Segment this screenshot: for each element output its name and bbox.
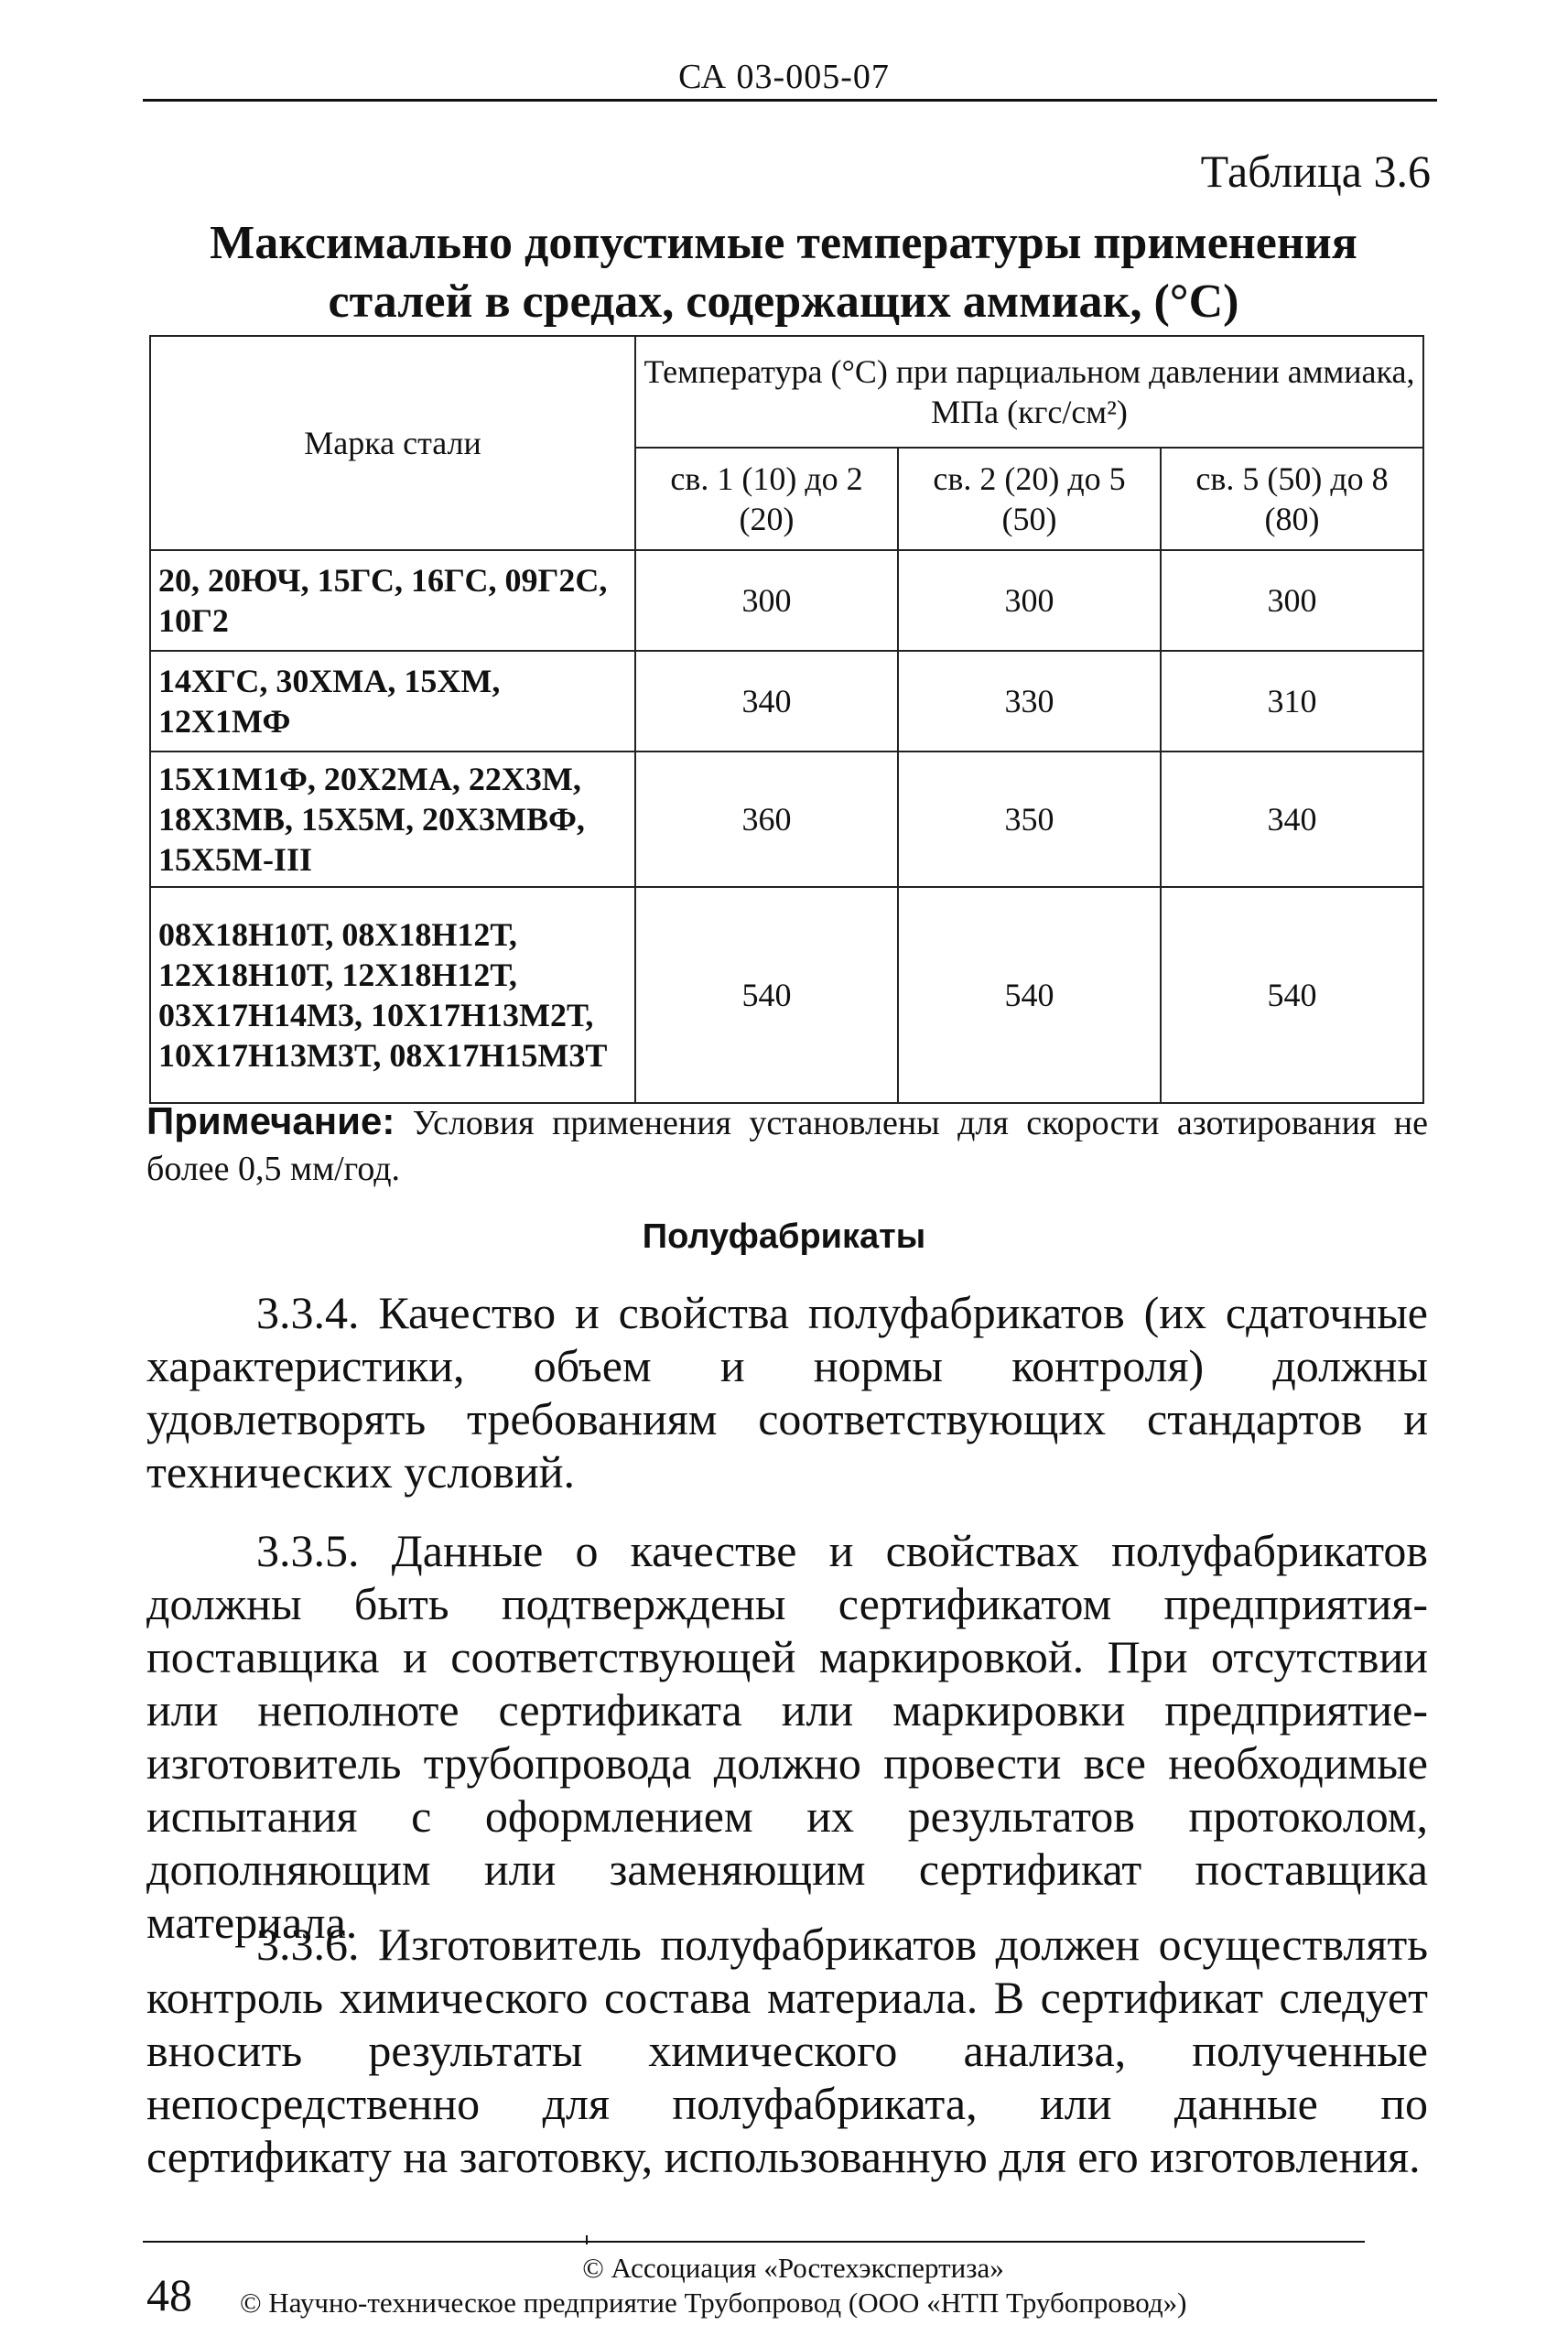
temperature-cell: 340 <box>1161 752 1423 887</box>
temperature-cell: 540 <box>1161 887 1423 1103</box>
grade-column-header: Марка стали <box>150 336 635 550</box>
table-title-line-2: сталей в средах, содержащих аммиак, (°С) <box>328 276 1239 328</box>
paragraph-3-3-5 <box>146 1524 1428 1949</box>
table-note <box>146 1098 1428 1192</box>
paragraph-text: 3.3.4. Качество и свойства полуфабрикатов (их сдаточные характеристики, объем и нормы контроля) должны удовлетворять требованиям соответствующих стандартов и технических условий. <box>146 1287 1428 1498</box>
paragraph-3-3-6 <box>146 1918 1428 2183</box>
steel-grade-cell: 14ХГС, 30ХМА, 15ХМ, 12Х1МФ <box>150 651 635 752</box>
table-label: Таблица 3.6 <box>1200 146 1431 197</box>
note-text: Условия применения установлены для скорости азотирования не более 0,5 мм/год. <box>146 1104 1428 1188</box>
temperature-cell: 310 <box>1161 651 1423 752</box>
table-title-line-1: Максимально допустимые температуры применения <box>210 217 1357 269</box>
header-rule <box>143 99 1437 102</box>
temperature-cell: 300 <box>635 550 898 651</box>
page-number: 48 <box>146 2269 192 2320</box>
copyright-association: © Ассоциация «Ростехэкспертиза» <box>582 2252 1004 2284</box>
temperature-cell: 330 <box>898 651 1161 752</box>
paragraph-3-3-4 <box>146 1286 1428 1498</box>
temperature-cell: 540 <box>635 887 898 1103</box>
temperature-cell: 300 <box>1161 550 1423 651</box>
footer-rule <box>143 2241 1365 2243</box>
temperature-cell: 540 <box>898 887 1161 1103</box>
copyright-company: © Научно-техническое предприятие Трубопровод (ООО «НТП Трубопровод») <box>240 2287 1187 2319</box>
temperature-cell: 350 <box>898 752 1161 887</box>
temperature-cell: 360 <box>635 752 898 887</box>
temperature-cell: 340 <box>635 651 898 752</box>
range-header: св. 5 (50) до 8 (80) <box>1161 448 1423 550</box>
range-header: св. 1 (10) до 2 (20) <box>635 448 898 550</box>
steel-grade-cell: 08Х18Н10Т, 08Х18Н12Т, 12Х18Н10Т, 12Х18Н12Т, 03Х17Н14М3, 10Х17Н13М2Т, 10Х17Н13М3Т, 08Х17Н15М3Т <box>150 887 635 1103</box>
table-row <box>150 887 1423 1103</box>
section-heading: Полуфабрикаты <box>642 1217 926 1256</box>
range-header: св. 2 (20) до 5 (50) <box>898 448 1161 550</box>
temperature-table <box>149 335 1424 1104</box>
paragraph-text: 3.3.6. Изготовитель полуфабрикатов должен осуществлять контроль химического состава материала. В сертификат следует вносить результаты химического анализа, полученные непосредственно для полуфабриката, или данные по сертификату на заготовку, использованную для его изготовления. <box>146 1919 1428 2182</box>
steel-grade-cell: 15Х1М1Ф, 20Х2МА, 22Х3М, 18Х3МВ, 15Х5М, 20Х3МВФ, 15Х5М-III <box>150 752 635 887</box>
document-code: СА 03-005-07 <box>678 58 890 96</box>
pressure-group-header: Температура (°С) при парциальном давлении аммиака, МПа (кгс/см²) <box>635 336 1423 448</box>
footer-rule-tick <box>586 2235 588 2244</box>
table-row <box>150 752 1423 887</box>
table-title <box>143 214 1424 331</box>
table-row <box>150 651 1423 752</box>
table-row <box>150 550 1423 651</box>
steel-grade-cell: 20, 20ЮЧ, 15ГС, 16ГС, 09Г2С, 10Г2 <box>150 550 635 651</box>
note-lead: Примечание: <box>146 1099 395 1142</box>
paragraph-text: 3.3.5. Данные о качестве и свойствах полуфабрикатов должны быть подтверждены сертификатом предприятия-поставщика и соответствующей маркировкой. При отсутствии или неполноте сертификата или маркировки предприятие-изготовитель трубопровода должно провести все необходимые испытания с оформлением их результатов протоколом, дополняющим или заменяющим сертификат поставщика материала. <box>146 1525 1428 1948</box>
temperature-cell: 300 <box>898 550 1161 651</box>
